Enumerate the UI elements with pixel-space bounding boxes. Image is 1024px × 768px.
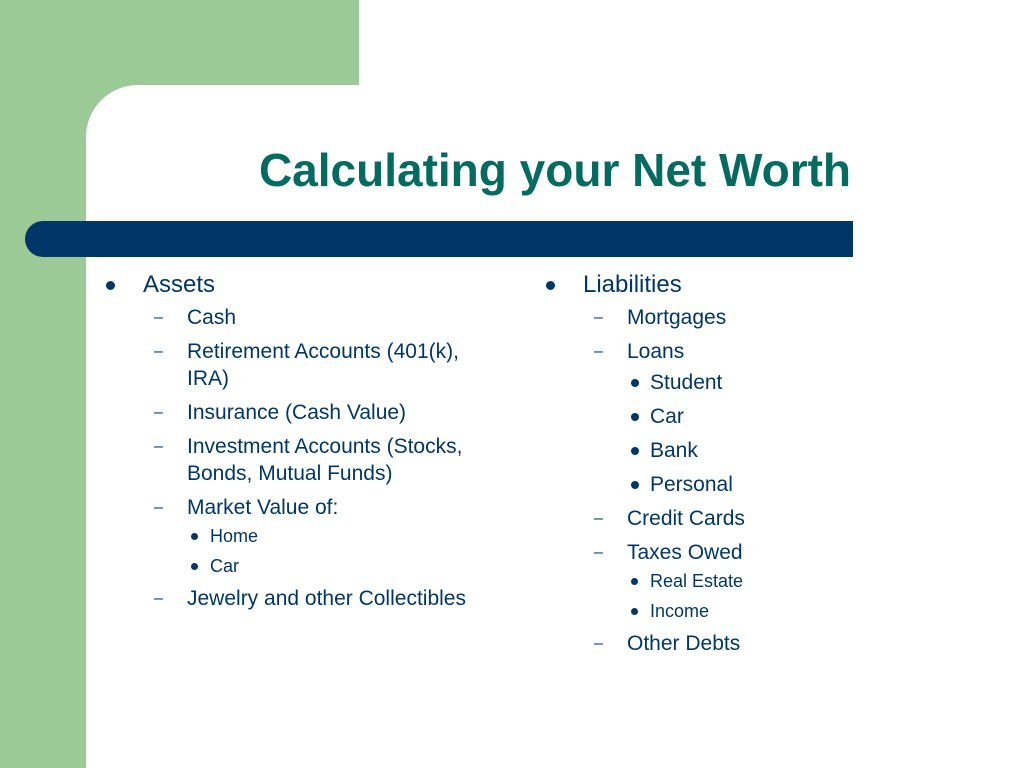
dash-icon: –: [594, 309, 603, 326]
sub-list-item: Income: [627, 600, 940, 623]
dash-icon: –: [154, 499, 163, 516]
bullet-icon: [106, 281, 115, 290]
assets-column: [100, 268, 480, 619]
list-item: – Cash: [154, 306, 237, 329]
sub-list-item: Car: [187, 555, 480, 578]
bullet-icon: [631, 413, 639, 421]
sub-list-item: Real Estate: [627, 570, 940, 593]
list-item: – Credit Cards: [594, 507, 745, 530]
sub-list-item: Bank: [627, 437, 940, 464]
sub-list-item: Home: [187, 525, 480, 548]
bullet-icon: [631, 447, 639, 455]
list-item: – Taxes Owed Real Estate Income: [583, 539, 940, 623]
assets-label: Assets: [143, 271, 216, 298]
dash-icon: –: [594, 343, 603, 360]
list-item: – Other Debts: [594, 632, 741, 655]
assets-heading: [100, 268, 480, 612]
list-item: – Retirement Accounts (401(k), IRA): [154, 340, 459, 390]
dash-icon: –: [154, 590, 163, 607]
liabilities-column: [540, 268, 940, 664]
liabilities-heading: [540, 268, 940, 657]
list-item: – Insurance (Cash Value): [154, 401, 407, 424]
bullet-icon: [631, 578, 638, 585]
bullet-icon: [631, 379, 639, 387]
slide-title: Calculating your Net Worth: [258, 144, 852, 196]
list-item: – Investment Accounts (Stocks, Bonds, Mutual Funds): [154, 435, 463, 485]
dash-icon: –: [594, 510, 603, 527]
bullet-icon: [546, 281, 555, 290]
list-item: – Loans Student Car Bank Personal: [583, 338, 940, 498]
dash-icon: –: [154, 438, 163, 455]
dash-icon: –: [154, 309, 163, 326]
dash-icon: –: [154, 404, 163, 421]
sub-list-item: Car: [627, 403, 940, 430]
list-item: – Jewelry and other Collectibles: [154, 587, 466, 610]
list-item: – Market Value of: Home Car: [143, 494, 480, 578]
bullet-icon: [191, 533, 198, 540]
list-item: – Mortgages: [594, 306, 727, 329]
sub-list-item: Student: [627, 369, 940, 396]
dash-icon: –: [594, 544, 603, 561]
sub-list-item: Personal: [627, 471, 940, 498]
bullet-icon: [191, 563, 198, 570]
dash-icon: –: [594, 635, 603, 652]
title-divider-bar: [25, 221, 853, 257]
bullet-icon: [631, 481, 639, 489]
bullet-icon: [631, 608, 638, 615]
dash-icon: –: [154, 343, 163, 360]
liabilities-label: Liabilities: [583, 271, 682, 298]
